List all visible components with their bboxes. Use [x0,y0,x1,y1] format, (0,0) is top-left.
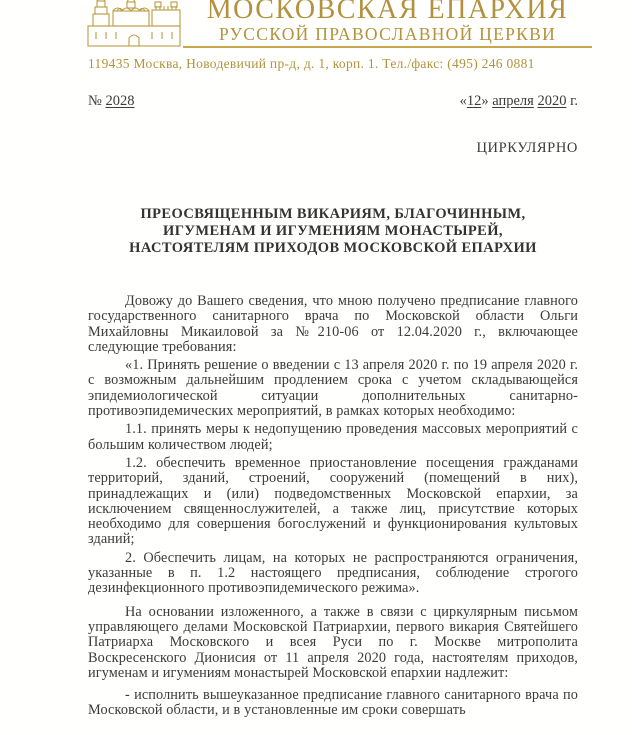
body-paragraph: - исполнить вышеуказанное предписание главного санитарного врача по Московской области, и в установленные им сроки совершать [88,687,578,719]
addressee-line: ПРЕОСВЯЩЕННЫМ ВИКАРИЯМ, БЛАГОЧИННЫМ, [140,206,526,222]
letterhead-rule [183,46,592,48]
eparchy-monastery-logo-icon [86,0,182,50]
addressee-line: ИГУМЕНАМ И ИГУМЕНИЯМ МОНАСТЫРЕЙ, [163,223,503,239]
addressee-heading [88,206,578,257]
date-suffix: г. [570,93,578,109]
body-paragraph: 2. Обеспечить лицам, на которых не распространяются ограничения, указанные в п. 1.2 настоящего предписания, соблюдение строгого дезинфекционного противоэпидемического режима». [88,549,578,597]
doc-number-value: 2028 [105,93,135,109]
body-paragraph: 1.1. принять меры к недопущению проведения массовых мероприятий с большим количеством людей; [88,421,578,453]
doc-date [460,93,578,110]
reference-row [88,93,578,110]
addressee-line: НАСТОЯТЕЛЯМ ПРИХОДОВ МОСКОВСКОЙ ЕПАРХИИ [129,240,537,256]
body-paragraph: На основании изложенного, а также в связи с циркулярным письмом управляющего делами Московской Патриархии, первого викария Святейшего Патриарха Московского и всея Руси по г. Москве митрополита Воскресенского Дионисия от 11 апреля 2020 года, настоятелям приходов, игуменам и игумениям монастырей Московской епархии надлежит: [88,603,578,681]
date-close-quote: » [481,93,489,109]
org-name-secondary: РУССКОЙ ПРАВОСЛАВНОЙ ЦЕРКВИ [218,24,557,44]
letterhead-address: 119435 Москва, Новодевичий пр-д, д. 1, корп. 1. Тел./факс: (495) 246 0881 [88,56,535,71]
date-open-quote: « [459,93,467,109]
body-paragraph: 1.2. обеспечить временное приостановление посещения гражданами территорий, зданий, строений, сооружений (помещений в них), принадлежащих и (или) подведомственных Московской епархии, за исключением священнослужителей, а также лиц, присутствие которых необходимо для совершения богослужений и функционирования культовых зданий; [88,454,578,548]
doc-number [88,93,134,110]
document-body [88,294,578,719]
org-name-block [183,0,592,48]
body-paragraph: «1. Принять решение о введении с 13 апреля 2020 г. по 19 апреля 2020 г. с возможным дальнейшим продлением срока с учетом складывающейся эпидемиологической ситуации дополнительных санитарно-противоэпидемических мероприятий, в рамках которых необходимо: [88,357,578,420]
org-name-primary: МОСКОВСКАЯ ЕПАРХИЯ [206,0,569,25]
date-month: апреля [492,93,534,109]
circular-stamp: ЦИРКУЛЯРНО [476,140,578,156]
number-sign: № [88,93,102,109]
date-day: 12 [466,93,482,109]
body-paragraph: Довожу до Вашего сведения, что мною получено предписание главного государственного санитарного врача по Московской области Ольги Михайловны Микаиловой за №210-06 от 12.04.2020 г., включающее следующие требования: [88,293,578,355]
date-year: 2020 [537,93,567,109]
